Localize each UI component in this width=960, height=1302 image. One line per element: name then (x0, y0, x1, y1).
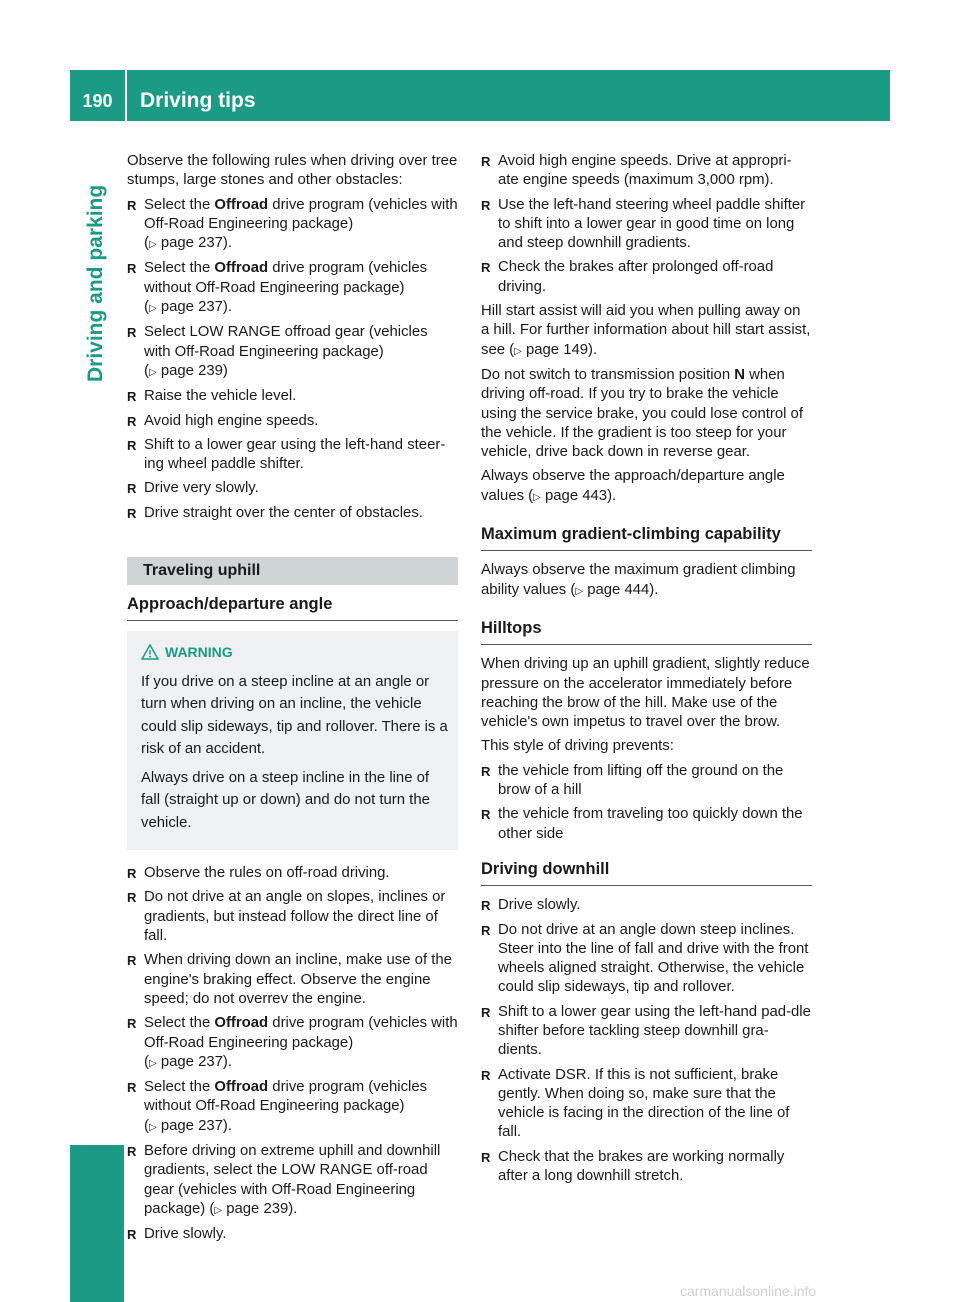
list-item: R Select the Offroad drive program (vehicles without Off-Road Engineering package) (▷ page 237). (127, 260, 428, 316)
list-item: R Activate DSR. If this is not sufficient, brake gently. When doing so, make sure that the vehicle is facing in the direction of the line of fall. (481, 1066, 790, 1141)
section-title-bar: Traveling uphill (127, 557, 458, 585)
side-tab-label: Driving and parking (84, 184, 107, 382)
downhill-list (481, 896, 812, 1186)
gradient-heading: Maximum gradient-climbing capability (481, 525, 812, 551)
obstacles-intro: Observe the following rules when driving over tree stumps, large stones and other obstacles: (127, 153, 458, 189)
page-link[interactable]: page 239). (226, 1200, 298, 1217)
obstacle-rules-list (127, 196, 458, 523)
gradient-paragraph: Always observe the maximum gradient climbing ability values (▷ page 444). (481, 562, 796, 598)
warning-box (127, 631, 458, 850)
prevents-list (481, 762, 812, 844)
transmission-paragraph: Do not switch to transmission position N when driving off-road. If you try to brake the vehicle using the service brake, you could lose control of the vehicle. If the gradient is too steep for your vehicle, drive back down in reverse gear. (481, 366, 803, 461)
list-item: R Observe the rules on off-road driving. (127, 865, 390, 882)
page-ref-arrow-icon: ▷ (214, 1204, 223, 1216)
right-column (481, 152, 812, 1191)
page-link[interactable]: page 444). (587, 581, 659, 598)
list-item: R Drive slowly. (127, 1226, 227, 1243)
engine-rules-list (481, 152, 812, 297)
angle-values-paragraph: Always observe the approach/departure angle values (▷ page 443). (481, 468, 785, 504)
page-number: 190 (82, 91, 113, 111)
hilltops-paragraph: When driving up an uphill gradient, slightly reduce pressure on the accelerator immediately before reaching the brow of the hill. Make use of the vehicle's own impetus to travel over the brow. (481, 656, 810, 731)
page-ref-arrow-icon: ▷ (575, 585, 584, 597)
chapter-title: Driving tips (140, 89, 256, 112)
downhill-heading: Driving downhill (481, 860, 812, 886)
page-link[interactable]: page 237). (160, 1053, 233, 1070)
list-item: R Drive slowly. (481, 897, 581, 914)
list-item: R Check that the brakes are working normally after a long downhill stretch. (481, 1148, 785, 1185)
list-item: R the vehicle from lifting off the ground on the brow of a hill (481, 762, 784, 799)
page-link[interactable]: page 237). (160, 235, 233, 252)
left-column (127, 152, 458, 1249)
list-item: R Avoid high engine speeds. Drive at appropri-ate engine speeds (maximum 3,000 rpm). (481, 153, 792, 189)
list-item: R Select the Offroad drive program (vehicles without Off-Road Engineering package) (▷ page 237). (127, 1079, 428, 1134)
list-item: R Select the Offroad drive program (vehicles with Off-Road Engineering package) (▷ page 237). (127, 1015, 458, 1070)
list-item: R Avoid high engine speeds. (127, 412, 319, 429)
warning-text: Always drive on a steep incline in the line of fall (straight up or down) and do not turn the vehicle. (141, 769, 430, 831)
hilltops-heading: Hilltops (481, 619, 812, 645)
warning-label: WARNING (165, 644, 233, 661)
list-item: R Do not drive at an angle on slopes, inclines or gradients, but instead follow the direct line of fall. (127, 889, 446, 945)
warning-triangle-icon (141, 644, 159, 660)
list-item: R Drive straight over the center of obstacles. (127, 504, 423, 521)
page-ref-arrow-icon: ▷ (148, 303, 157, 315)
list-item: R Drive very slowly. (127, 480, 259, 497)
list-item: R Before driving on extreme uphill and downhill gradients, select the LOW RANGE off-road gear (vehicles with Off-Road Engineering package) (▷ page 239). (127, 1143, 441, 1217)
page-link[interactable]: page 239) (160, 362, 228, 379)
page-ref-arrow-icon: ▷ (514, 345, 522, 357)
list-item: R Select LOW RANGE offroad gear (vehicles with Off-Road Engineering package) (▷ page 239) (127, 324, 428, 379)
page-link[interactable]: page 149). (525, 341, 598, 358)
list-item: R Raise the vehicle level. (127, 388, 297, 405)
list-item: R Do not drive at an angle down steep inclines. Steer into the line of fall and drive with the front wheels aligned straight. Otherwise, the vehicle could slip sideways, tip and rollover. (481, 921, 809, 996)
list-item: R Shift to a lower gear using the left-hand steer-ing wheel paddle shifter. (127, 436, 446, 473)
side-tab-block (70, 1145, 124, 1302)
watermark: carmanualsonline.info (680, 1283, 817, 1299)
list-item: R When driving down an incline, make use of the engine's braking effect. Observe the engine speed; do not overrev the engine. (127, 952, 452, 1007)
page-ref-arrow-icon: ▷ (148, 1121, 157, 1133)
header-divider (125, 70, 127, 121)
page-ref-arrow-icon: ▷ (148, 239, 157, 251)
page-ref-arrow-icon: ▷ (148, 366, 157, 378)
page-link[interactable]: page 237). (160, 299, 233, 316)
page-link[interactable]: page 443). (544, 487, 617, 504)
list-item: R the vehicle from traveling too quickly down the other side (481, 806, 803, 842)
page-link[interactable]: page 237). (160, 1117, 233, 1134)
page-ref-arrow-icon: ▷ (148, 1057, 157, 1069)
prevents-paragraph: This style of driving prevents: (481, 738, 674, 755)
list-item: R Select the Offroad drive program (vehicles with Off-Road Engineering package) (▷ page 237). (127, 196, 458, 252)
uphill-rules-list (127, 864, 458, 1244)
list-item: R Shift to a lower gear using the left-hand pad-dle shifter before tackling steep downhill gra-dients. (481, 1003, 811, 1059)
hill-start-paragraph: Hill start assist will aid you when pulling away on a hill. For further information about hill start assist, see (▷ page 149). (481, 303, 811, 358)
list-item: R Check the brakes after prolonged off-road driving. (481, 259, 774, 295)
list-item: R Use the left-hand steering wheel paddle shifter to shift into a lower gear in good time on long and steep downhill gradients. (481, 196, 806, 252)
approach-departure-heading: Approach/departure angle (127, 595, 458, 621)
page-ref-arrow-icon: ▷ (533, 491, 541, 503)
warning-text: If you drive on a steep incline at an angle or turn when driving on an incline, the vehicle could slip sideways, tip and rollover. There is a risk of an accident. (141, 673, 448, 758)
